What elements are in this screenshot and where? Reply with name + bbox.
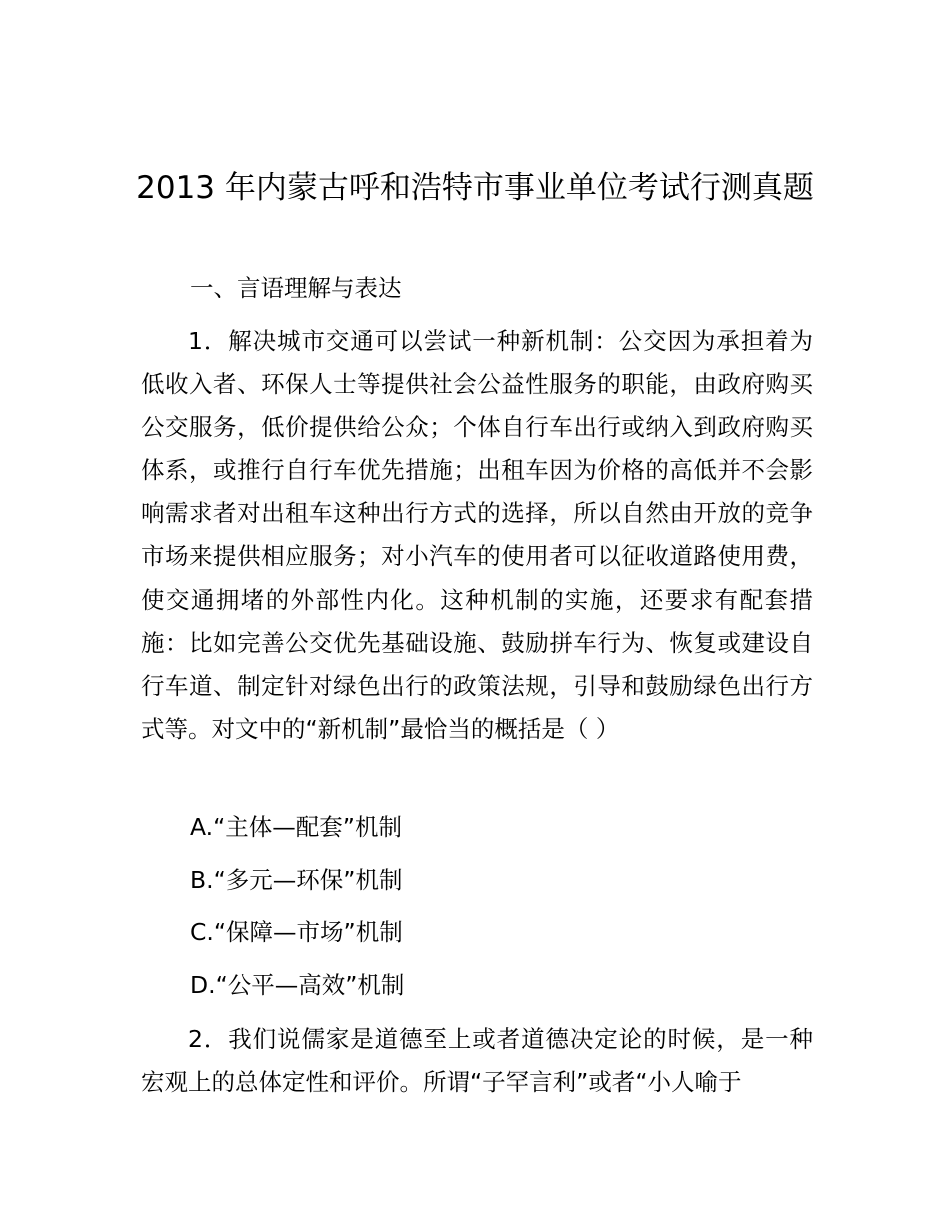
question-1-option-d: D.“公平—高效”机制	[190, 971, 405, 999]
document-title: 2013 年内蒙古呼和浩特市事业单位考试行测真题	[136, 170, 814, 206]
question-1-option-a: A.“主体—配套”机制	[190, 813, 402, 841]
question-1-option-b: B.“多元—环保”机制	[190, 866, 403, 894]
section-heading: 一、言语理解与表达	[190, 274, 402, 302]
question-2-text: 2．我们说儒家是道德至上或者道德决定论的时候，是一种宏观上的总体定性和评价。所谓“子罕言利”或者“小人喻于	[141, 1025, 813, 1097]
question-1-text: 1．解决城市交通可以尝试一种新机制：公交因为承担着为低收入者、环保人士等提供社会公益性服务的职能，由政府购买公交服务，低价提供给公众；个体自行车出行或纳入到政府购买体系，或推行自行车优先措施；出租车因为价格的高低并不会影响需求者对出租车这种出行方式的选择，所以自然由开放的竞争市场来提供相应服务；对小汽车的使用者可以征收道路使用费，使交通拥堵的外部性内化。这种机制的实施，还要求有配套措施：比如完善公交优先基础设施、鼓励拼车行为、恢复或建设自行车道、制定针对绿色出行的政策法规，引导和鼓励绿色出行方式等。对文中的“新机制”最恰当的概括是（ ）	[141, 327, 813, 743]
question-1-option-c: C.“保障—市场”机制	[190, 918, 403, 946]
